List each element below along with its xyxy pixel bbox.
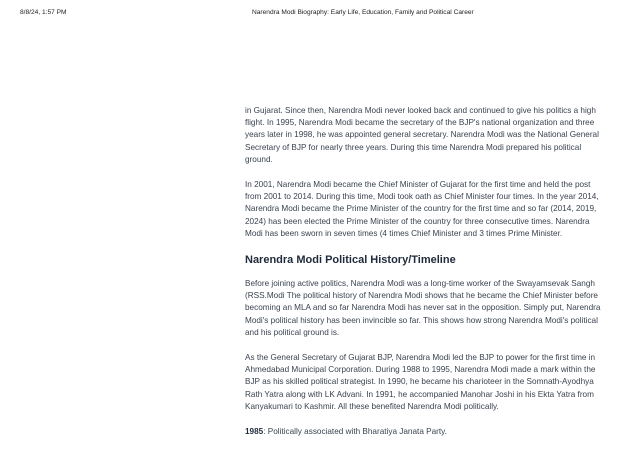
timeline-year: 1985 <box>245 427 264 437</box>
article-body <box>245 105 605 438</box>
print-timestamp: 8/8/24, 1:57 PM <box>20 9 67 16</box>
article-paragraph: Before joining active politics, Narendra Modi was a long-time worker of the Swayamsevak Sangh (RSS.Modi The political history of Narendra Modi shows that he became the Chief Minister before becoming an MLA and so far Narendra Modi has never sat in the opposition. Simply put, Narendra Modi's political history has been invincible so far. This shows how strong Narendra Modi's political and his political ground is. <box>245 279 601 337</box>
print-header <box>0 9 638 21</box>
article-paragraph: In 2001, Narendra Modi became the Chief Minister of Gujarat for the first time and held the post from 2001 to 2014. During this time, Modi took oath as Chief Minister four times. In the year 2014, Narendra Modi became the Prime Minister of the country for the first time and so far (2014, 2019, 2024) has been elected the Prime Minister of the country for three consecutive times. Narendra Modi has been sworn in seven times (4 times Chief Minister and 3 times Prime Minister. <box>245 180 599 238</box>
timeline-text: : Politically associated with Bharatiya Janata Party. <box>263 427 447 437</box>
section-heading: Narendra Modi Political History/Timeline <box>245 254 456 267</box>
timeline-item <box>245 426 605 438</box>
print-page-title: Narendra Modi Biography: Early Life, Education, Family and Political Career <box>252 9 474 16</box>
article-paragraph: As the General Secretary of Gujarat BJP, Narendra Modi led the BJP to power for the first time in Ahmedabad Municipal Corporation. During 1988 to 1995, Narendra Modi made a mark within the BJP as his skilled political strategist. In 1990, he became his charioteer in the Somnath-Ayodhya Rath Yatra along with LK Advani. In 1991, he accompanied Manohar Joshi in his Ekta Yatra from Kanyakumari to Kashmir. All these benefited Narendra Modi politically. <box>245 353 596 411</box>
article-paragraph: in Gujarat. Since then, Narendra Modi never looked back and continued to give his politics a high flight. In 1995, Narendra Modi became the secretary of the BJP's national organization and three years later in 1998, he was appointed general secretary. Narendra Modi was the National General Secretary of BJP for nearly three years. During this time Narendra Modi prepared his political ground. <box>245 106 599 164</box>
